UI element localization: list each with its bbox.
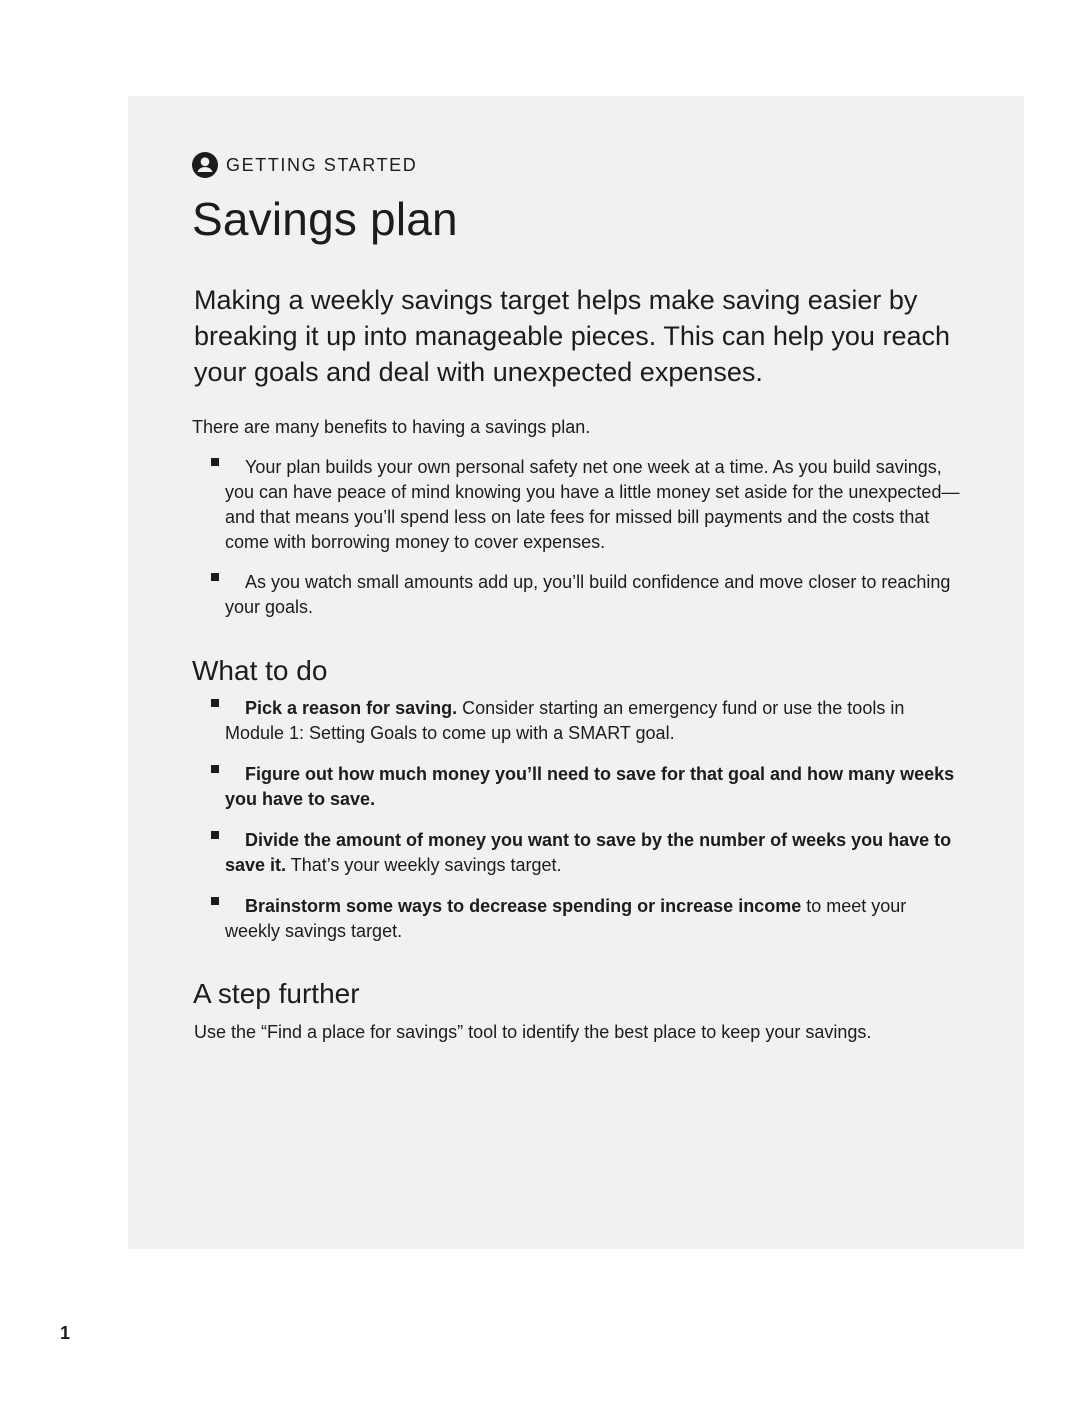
benefit-text: Your plan builds your own personal safety net one week at a time. As you build savings, you can have peace of mind knowing you have a little money set aside for the unexpected—and that means you’ll spend less on late fees for missed bill payments and the costs that come with borrowing money to cover expenses. (225, 457, 960, 552)
list-item (209, 455, 964, 555)
list-item (209, 762, 964, 812)
benefit-text: As you watch small amounts add up, you’ll build confidence and move closer to reaching your goals. (225, 572, 951, 617)
step-bold-text: Pick a reason for saving. (245, 698, 458, 718)
step-bold-text: Divide the amount of money you want to save by the number of weeks you have to save it. (225, 830, 952, 875)
list-item (209, 894, 964, 944)
bullet-square-icon (211, 458, 219, 466)
step-text: That’s your weekly savings target. (286, 855, 562, 875)
step-further-text: Use the “Find a place for savings” tool to identify the best place to keep your savings. (194, 1022, 872, 1042)
intro-paragraph: There are many benefits to having a savings plan. (192, 417, 591, 437)
step-text: Consider starting an emergency fund or use the tools in Module 1: Setting Goals to come up with a SMART goal. (225, 698, 905, 743)
page-number: 1 (60, 1323, 71, 1343)
what-to-do-list (209, 696, 964, 960)
lead-paragraph: Making a weekly savings target helps make saving easier by breaking it up into manageable pieces. This can help you reach your goals and deal with unexpected expenses. (194, 285, 950, 387)
eyebrow-label: GETTING STARTED (226, 154, 418, 175)
list-item (209, 696, 964, 746)
bullet-square-icon (211, 699, 219, 707)
bullet-square-icon (211, 831, 219, 839)
page-title: Savings plan (192, 193, 458, 245)
list-item (209, 828, 964, 878)
benefits-list (209, 455, 964, 635)
bullet-square-icon (211, 573, 219, 581)
list-item (209, 570, 964, 620)
step-bold-text: Brainstorm some ways to decrease spending or increase income (245, 896, 802, 916)
bullet-square-icon (211, 897, 219, 905)
bullet-square-icon (211, 765, 219, 773)
what-to-do-heading: What to do (192, 655, 328, 686)
content-panel (128, 96, 1024, 1249)
step-bold-text: Figure out how much money you’ll need to save for that goal and how many weeks you have to save. (225, 764, 955, 809)
step-further-heading: A step further (193, 978, 360, 1009)
user-circle-icon (192, 152, 218, 178)
step-text: to meet your weekly savings target. (225, 896, 907, 941)
section-eyebrow (192, 152, 417, 178)
